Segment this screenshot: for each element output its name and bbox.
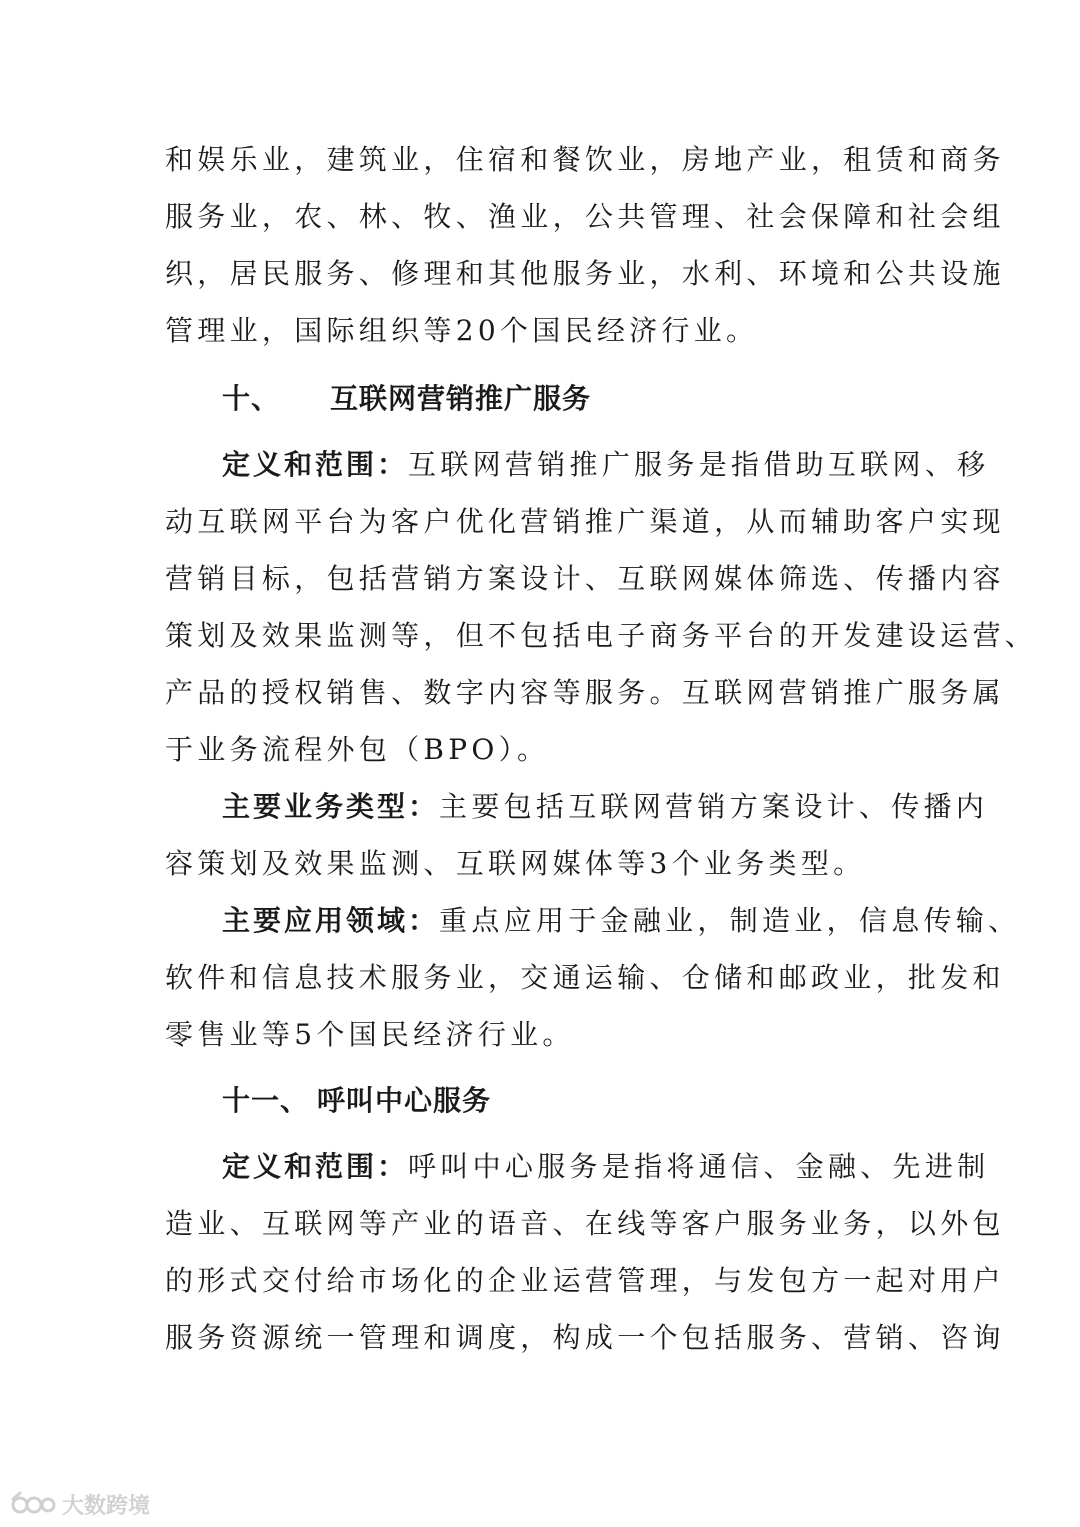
business-types-text: 主要包括互联网营销方案设计、传播内	[439, 790, 989, 823]
intro-line-3: 织，居民服务、修理和其他服务业，水利、环境和公共设施	[165, 257, 1005, 290]
intro-line-2: 服务业，农、林、牧、渔业，公共管理、社会保障和社会组	[165, 200, 1005, 233]
section-10-definition-line-5: 产品的授权销售、数字内容等服务。互联网营销推广服务属	[165, 676, 1005, 709]
intro-line-4: 管理业，国际组织等20个国民经济行业。	[165, 314, 759, 347]
definition-term: 定义和范围：	[222, 1150, 409, 1183]
section-10-application-fields-line-3: 零售业等5个国民经济行业。	[165, 1018, 575, 1051]
section-11-definition-line-2: 造业、互联网等产业的语音、在线等客户服务业务，以外包	[165, 1207, 1005, 1240]
section-11-definition-first-line	[222, 1147, 989, 1187]
section-11-definition-line-4: 服务资源统一管理和调度，构成一个包括服务、营销、咨询	[165, 1321, 1005, 1354]
section-11-definition-line-3: 的形式交付给市场化的企业运营管理，与发包方一起对用户	[165, 1264, 1005, 1297]
section-11-number: 十一、	[222, 1084, 310, 1117]
application-fields-text: 重点应用于金融业，制造业，信息传输、	[439, 904, 1021, 937]
section-10-definition-line-3: 营销目标，包括营销方案设计、互联网媒体筛选、传播内容	[165, 562, 1005, 595]
section-10-application-fields-first-line	[222, 901, 1020, 941]
section-10-title: 互联网营销推广服务	[330, 382, 592, 415]
section-10-business-types-first-line	[222, 787, 988, 827]
section-10-definition-line-2: 动互联网平台为客户优化营销推广渠道，从而辅助客户实现	[165, 505, 1005, 538]
section-10-definition-line-6: 于业务流程外包（BPO）。	[165, 733, 550, 766]
application-fields-term: 主要应用领域：	[222, 904, 440, 937]
definition-text: 互联网营销推广服务是指借助互联网、移	[408, 448, 990, 481]
section-10-heading	[222, 379, 591, 419]
business-types-term: 主要业务类型：	[222, 790, 440, 823]
watermark	[10, 1487, 150, 1521]
intro-line-1: 和娱乐业，建筑业，住宿和餐饮业，房地产业，租赁和商务	[165, 143, 1005, 176]
section-11-title: 呼叫中心服务	[317, 1084, 492, 1117]
section-10-application-fields-line-2: 软件和信息技术服务业，交通运输、仓储和邮政业，批发和	[165, 961, 1005, 994]
watermark-text: 大数跨境	[62, 1493, 151, 1519]
section-11-heading	[222, 1081, 491, 1121]
section-10-definition-first-line	[222, 445, 989, 485]
section-10-number: 十、	[222, 382, 281, 415]
definition-term: 定义和范围：	[222, 448, 409, 481]
definition-text: 呼叫中心服务是指将通信、金融、先进制	[408, 1150, 990, 1183]
watermark-logo-icon	[10, 1489, 56, 1519]
section-10-definition-line-4: 策划及效果监测等，但不包括电子商务平台的开发建设运营、	[165, 619, 1038, 652]
section-10-business-types-line-2: 容策划及效果监测、互联网媒体等3个业务类型。	[165, 847, 866, 880]
